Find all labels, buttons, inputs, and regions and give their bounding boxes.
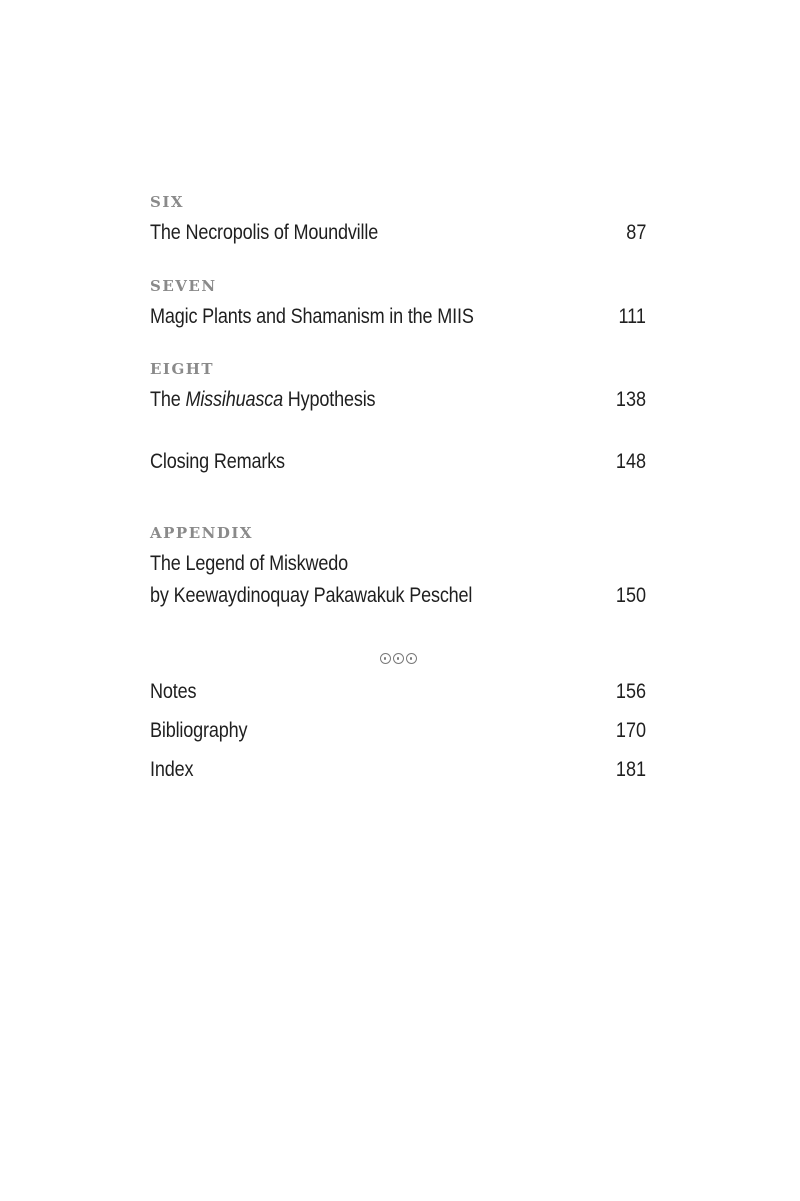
circle-dot-icon bbox=[380, 653, 391, 664]
toc-entry-page: 170 bbox=[615, 719, 646, 742]
toc-entry-title: Index bbox=[150, 758, 194, 781]
toc-entry-page: 181 bbox=[615, 758, 646, 781]
toc-entry-page: 111 bbox=[618, 305, 646, 328]
toc-entry-title: Notes bbox=[150, 680, 197, 703]
toc-entry-six[interactable] bbox=[150, 220, 646, 246]
toc-entry-index[interactable] bbox=[150, 757, 646, 783]
chapter-label-seven: SEVEN bbox=[150, 277, 217, 295]
chapter-label-eight: EIGHT bbox=[150, 360, 215, 378]
toc-entry-notes[interactable] bbox=[150, 679, 646, 705]
toc-entry-page: 87 bbox=[625, 221, 646, 244]
toc-entry-page: 138 bbox=[615, 388, 646, 411]
circle-dot-icon bbox=[393, 653, 404, 664]
toc-entry-eight[interactable] bbox=[150, 387, 646, 413]
section-divider-ornament bbox=[150, 653, 646, 669]
toc-entry-title: Closing Remarks bbox=[150, 450, 285, 473]
title-part-before: The bbox=[150, 388, 186, 411]
toc-entry-page: 156 bbox=[615, 680, 646, 703]
toc-entry-appendix-line1[interactable] bbox=[150, 551, 646, 577]
circle-dot-icon bbox=[406, 653, 417, 664]
toc-entry-title: Magic Plants and Shamanism in the MIIS bbox=[150, 305, 474, 328]
toc-entry-page: 150 bbox=[615, 584, 646, 607]
toc-entry-title: The Necropolis of Moundville bbox=[150, 221, 379, 244]
toc-entry-seven[interactable] bbox=[150, 304, 646, 330]
toc-entry-subtitle: by Keewaydinoquay Pakawakuk Peschel bbox=[150, 584, 473, 607]
toc-entry-title: The Legend of Miskwedo bbox=[150, 552, 349, 575]
toc-entry-page: 148 bbox=[615, 450, 646, 473]
title-part-after: Hypothesis bbox=[282, 388, 376, 411]
toc-entry-appendix-line2[interactable] bbox=[150, 583, 646, 609]
chapter-label-appendix: APPENDIX bbox=[150, 524, 254, 542]
title-part-italic: Missihuasca bbox=[185, 388, 283, 411]
toc-entry-title: Bibliography bbox=[150, 719, 248, 742]
toc-entry-title bbox=[150, 387, 375, 413]
toc-entry-bibliography[interactable] bbox=[150, 718, 646, 744]
toc-entry-closing-remarks[interactable] bbox=[150, 449, 646, 475]
chapter-label-six: SIX bbox=[150, 193, 184, 211]
